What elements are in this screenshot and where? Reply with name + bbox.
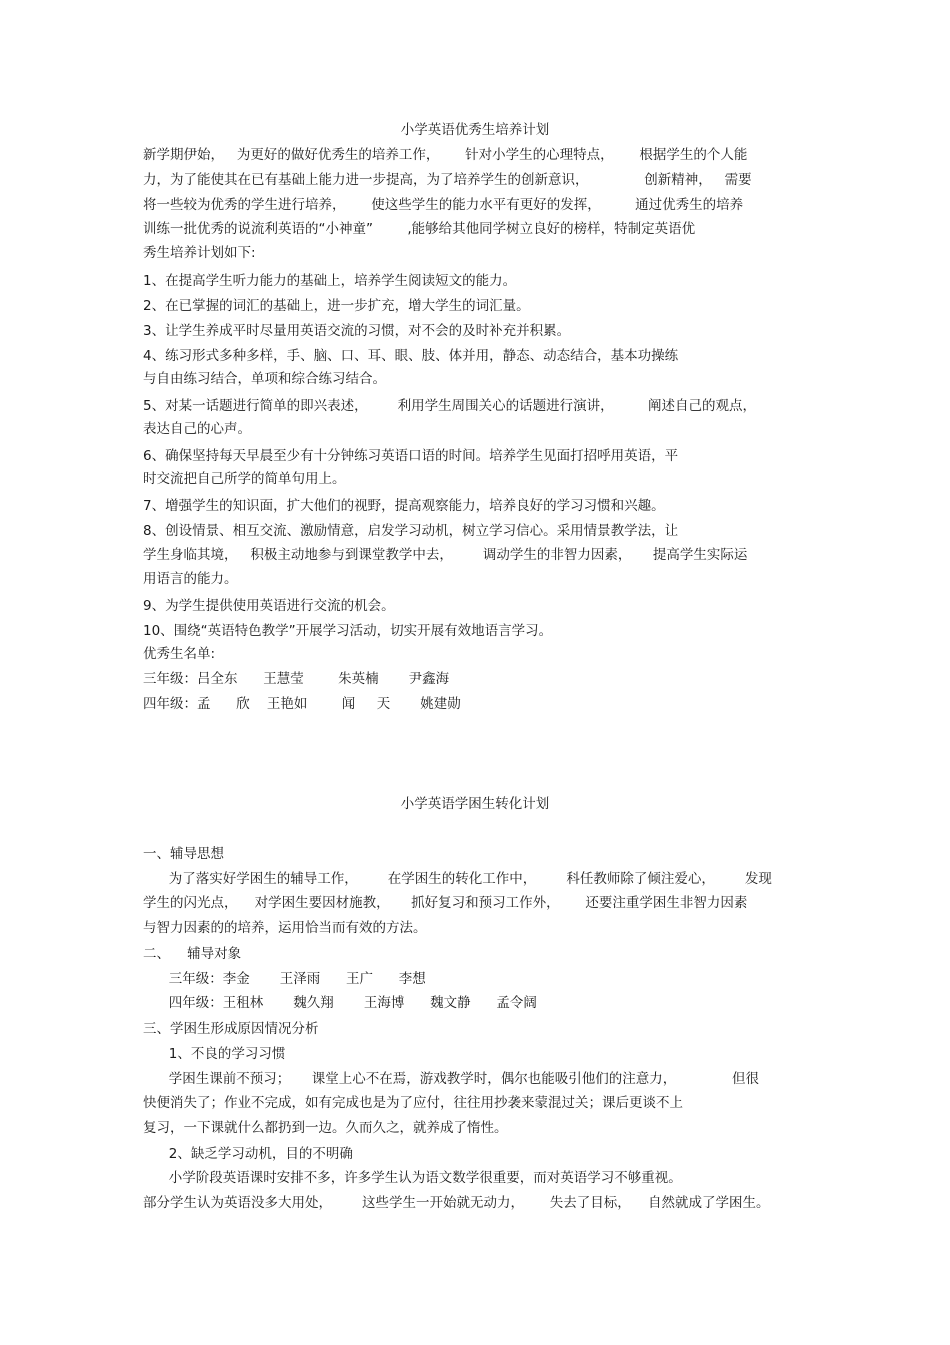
- doc1-intro-line: 新学期伊始， 为更好的做好优秀生的培养工作， 针对小学生的心理特点， 根据学生的个人能: [143, 147, 748, 163]
- doc1-item-2: 2、在已掌握的词汇的基础上，进一步扩充，增大学生的词汇量。: [143, 298, 530, 314]
- doc2-section1-line: 与智力因素的的培养，运用恰当而有效的方法。: [143, 920, 427, 936]
- doc1-item-6: 6、确保坚持每天早晨至少有十分钟练习英语口语的时间。培养学生见面打招呼用英语，平: [143, 448, 679, 464]
- doc1-item-8-cont: 学生身临其境， 积极主动地参与到课堂教学中去， 调动学生的非智力因素， 提高学生实际运: [143, 547, 748, 563]
- doc1-item-8: 8、创设情景、相互交流、激励情意，启发学习动机，树立学习信心。采用情景教学法，让: [143, 523, 679, 539]
- doc1-item-6-cont: 时交流把自己所学的简单句用上。: [143, 471, 346, 487]
- doc2-section2-heading: 二、 辅导对象: [143, 946, 242, 962]
- doc2-section1-heading: 一、辅导思想: [143, 846, 224, 862]
- doc2-section1-line: 为了落实好学困生的辅导工作， 在学困生的转化工作中， 科任教师除了倾注爱心， 发现: [143, 871, 772, 887]
- doc2-section1-line: 学生的闪光点， 对学困生要因材施教， 抓好复习和预习工作外， 还要注重学困生非智力因素: [143, 895, 748, 911]
- doc2-sub1-line: 快便消失了；作业不完成，如有完成也是为了应付，往往用抄袭来蒙混过关；课后更谈不上: [143, 1095, 683, 1111]
- doc2-sub2-heading: 2、缺乏学习动机，目的不明确: [143, 1146, 353, 1162]
- doc2-sub1-line: 学困生课前不预习； 课堂上心不在焉，游戏教学时，偶尔也能吸引他们的注意力， 但很: [143, 1071, 759, 1087]
- doc1-item-5-cont: 表达自己的心声。: [143, 421, 251, 437]
- doc1-item-1: 1、在提高学生听力能力的基础上，培养学生阅读短文的能力。: [143, 273, 517, 289]
- doc2-grade4-list: 四年级：王租林 魏久翔 王海博 魏文静 孟令阔: [143, 995, 537, 1011]
- doc2-sub1-heading: 1、不良的学习习惯: [143, 1046, 286, 1062]
- doc2-sub2-line: 部分学生认为英语没多大用处， 这些学生一开始就无动力， 失去了目标， 自然就成了学困生。: [143, 1195, 770, 1211]
- doc2-title: 小学英语学困生转化计划: [400, 796, 550, 812]
- doc1-intro-line: 秀生培养计划如下:: [143, 245, 256, 261]
- doc1-item-7: 7、增强学生的知识面，扩大他们的视野，提高观察能力，培养良好的学习习惯和兴趣。: [143, 498, 665, 514]
- doc2-sub2-line: 小学阶段英语课时安排不多，许多学生认为语文数学很重要，而对英语学习不够重视。: [143, 1170, 682, 1186]
- doc2-grade3-list: 三年级：李金 王泽雨 王广 李想: [143, 971, 426, 987]
- doc2-section3-heading: 三、学困生形成原因情况分析: [143, 1021, 319, 1037]
- doc1-item-8-cont: 用语言的能力。: [143, 571, 238, 587]
- doc1-item-9: 9、为学生提供使用英语进行交流的机会。: [143, 598, 395, 614]
- doc1-intro-line: 力，为了能使其在已有基础上能力进一步提高，为了培养学生的创新意识， 创新精神， 需要: [143, 172, 752, 188]
- doc1-item-5: 5、对某一话题进行简单的即兴表述， 利用学生周围关心的话题进行演讲， 阐述自己的观点，: [143, 398, 756, 414]
- doc2-sub1-line: 复习，一下课就什么都扔到一边。久而久之，就养成了惰性。: [143, 1120, 508, 1136]
- doc1-roster-label: 优秀生名单:: [143, 646, 216, 662]
- doc1-title: 小学英语优秀生培养计划: [400, 122, 550, 138]
- doc1-item-4-cont: 与自由练习结合，单项和综合练习结合。: [143, 371, 386, 387]
- doc1-item-10: 10、围绕“英语特色教学”开展学习活动，切实开展有效地语言学习。: [143, 623, 553, 639]
- doc1-grade3-roster: 三年级：吕全东 王慧莹 朱英楠 尹鑫海: [143, 671, 450, 687]
- doc1-intro-line: 训练一批优秀的说流利英语的“小神童” ,能够给其他同学树立良好的榜样，特制定英语优: [143, 221, 696, 237]
- doc1-item-4: 4、练习形式多种多样，手、脑、口、耳、眼、肢、体并用，静态、动态结合，基本功操练: [143, 348, 679, 364]
- doc1-item-3: 3、让学生养成平时尽量用英语交流的习惯，对不会的及时补充并积累。: [143, 323, 571, 339]
- doc1-intro-line: 将一些较为优秀的学生进行培养， 使这些学生的能力水平有更好的发挥， 通过优秀生的培养: [143, 197, 744, 213]
- doc1-grade4-roster: 四年级：孟 欣 王艳如 闻 天 姚建勋: [143, 696, 461, 712]
